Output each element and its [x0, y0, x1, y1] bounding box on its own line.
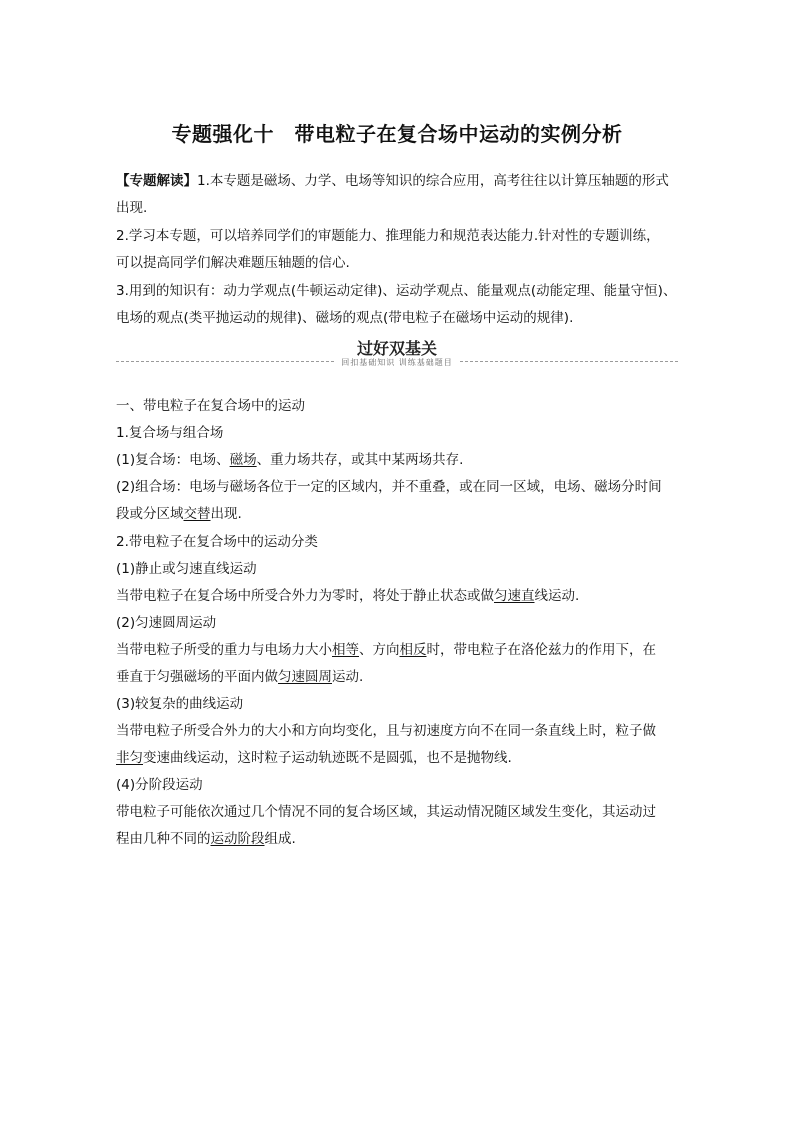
item-combined-field: (2)组合场：电场与磁场各位于一定的区域内，并不重叠，或在同一区域，电场、磁场分时间 [116, 479, 662, 495]
underlined-term: 交替 [183, 506, 211, 522]
case-1-heading: (1)静止或匀速直线运动 [116, 561, 257, 577]
case-3-text: 当带电粒子所受合外力的大小和方向均变化，且与初速度方向不在同一条直线上时，粒子做 [116, 723, 656, 739]
text-run: 垂直于匀强磁场的平面内做 [116, 669, 278, 685]
text-run: 线运动. [534, 588, 580, 604]
subheading-1: 1.复合场与组合场 [116, 425, 224, 441]
case-3-text-cont [116, 749, 696, 767]
item-compound-field [116, 451, 696, 469]
case-1-text [116, 587, 696, 605]
item-combined-field-cont [116, 505, 696, 523]
text-run: 时，带电粒子在洛伦兹力的作用下，在 [426, 642, 656, 658]
text-run: 、重力场共存，或其中某两场共存. [256, 452, 464, 468]
underlined-term: 非匀 [116, 750, 143, 766]
text-run: 当带电粒子在复合场中所受合外力为零时，将处于静止状态或做 [116, 588, 494, 604]
text-run: (1)复合场：电场、 [116, 452, 230, 468]
underlined-term: 匀速直 [494, 588, 535, 604]
case-2-heading: (2)匀速圆周运动 [116, 615, 217, 631]
underlined-term: 相等 [332, 642, 359, 658]
text-run: 组成. [264, 831, 296, 847]
text-run: 变速曲线运动，这时粒子运动轨迹既不是圆弧，也不是抛物线. [143, 750, 512, 766]
case-4-text: 带电粒子可能依次通过几个情况不同的复合场区域，其运动情况随区域发生变化，其运动过 [116, 804, 656, 820]
text-run: 、方向 [359, 642, 400, 658]
page-title: 专题强化十 带电粒子在复合场中运动的实例分析 [171, 122, 623, 146]
text-run: 段或分区域 [116, 506, 184, 522]
intro-paragraph-3-cont: 电场的观点(类平抛运动的规律)、磁场的观点(带电粒子在磁场中运动的规律). [116, 310, 574, 326]
case-3-heading: (3)较复杂的曲线运动 [116, 696, 244, 712]
case-4-heading: (4)分阶段运动 [116, 777, 203, 793]
intro-paragraph-1 [116, 172, 696, 190]
underlined-term: 运动阶段 [210, 831, 265, 847]
underlined-term: 匀速圆周 [278, 669, 332, 685]
section-heading: 一、带电粒子在复合场中的运动 [116, 398, 305, 414]
subheading-2: 2.带电粒子在复合场中的运动分类 [116, 534, 318, 550]
intro-tag: 【专题解读】 [116, 173, 197, 189]
banner-title: 过好双基关 [356, 339, 437, 358]
intro-paragraph-2: 2.学习本专题，可以培养同学们的审题能力、推理能力和规范表达能力.针对性的专题训练， [116, 228, 660, 244]
case-2-text [116, 641, 696, 659]
intro-text: 1.本专题是磁场、力学、电场等知识的综合应用，高考往往以计算压轴题的形式 [197, 173, 669, 189]
intro-paragraph-3: 3.用到的知识有：动力学观点(牛顿运动定律)、运动学观点、能量观点(动能定理、能量守恒)、 [116, 283, 677, 299]
underlined-term: 磁场 [229, 452, 257, 468]
case-2-text-cont [116, 668, 696, 686]
case-4-text-cont [116, 830, 696, 848]
intro-paragraph-1-cont: 出现. [116, 200, 148, 216]
text-run: 当带电粒子所受的重力与电场力大小 [116, 642, 332, 658]
text-run: 运动. [332, 669, 364, 685]
underlined-term: 相反 [399, 642, 427, 658]
text-run: 出现. [210, 506, 242, 522]
intro-paragraph-2-cont: 可以提高同学们解决难题压轴题的信心. [116, 255, 350, 271]
section-banner [116, 336, 678, 372]
banner-subtitle: 回扣基础知识 训练基础题目 [341, 358, 453, 367]
text-run: 程由几种不同的 [116, 831, 211, 847]
